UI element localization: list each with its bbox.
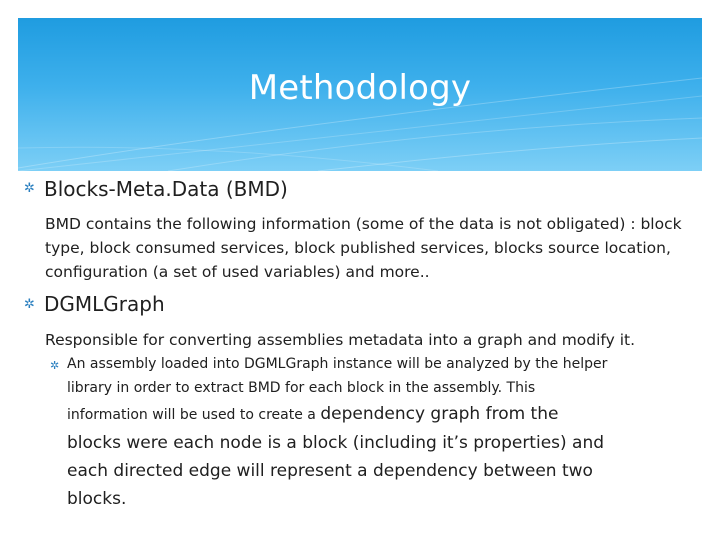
sub-line-3 <box>67 400 707 429</box>
sub-line-2: library in order to extract BMD for each block in the assembly. This <box>67 380 536 396</box>
sub-line-1: An assembly loaded into DGMLGraph instance will be analyzed by the helper <box>67 356 608 372</box>
sub-line-3a: information will be used to create a <box>67 407 321 423</box>
sub-line-4: blocks were each node is a block (including it’s properties) and <box>67 433 605 453</box>
sub-line-5: each directed edge will represent a dependency between two <box>67 461 593 481</box>
sub-line-3b: dependency graph from the <box>320 404 559 424</box>
dgmlgraph-description: Responsible for converting assemblies metadata into a graph and modify it. <box>45 331 636 349</box>
bmd-description: BMD contains the following information (some of the data is not obligated) : block type, block consumed services, block published services, blocks source location, configuration (a set of used variables) and more.. <box>45 215 682 281</box>
bullet-heading-bmd: Blocks-Meta.Data (BMD) <box>44 177 288 201</box>
asterisk-bullet-icon: ✲ <box>24 181 35 196</box>
bullet-heading-dgmlgraph: DGMLGraph <box>44 292 165 316</box>
asterisk-bullet-icon: ✲ <box>24 297 35 312</box>
asterisk-sub-bullet-icon: ✲ <box>50 359 60 372</box>
slide-title: Methodology <box>248 68 472 108</box>
title-band <box>18 18 702 171</box>
dgmlgraph-sub-bullet <box>67 352 707 513</box>
sub-line-6: blocks. <box>67 489 127 509</box>
